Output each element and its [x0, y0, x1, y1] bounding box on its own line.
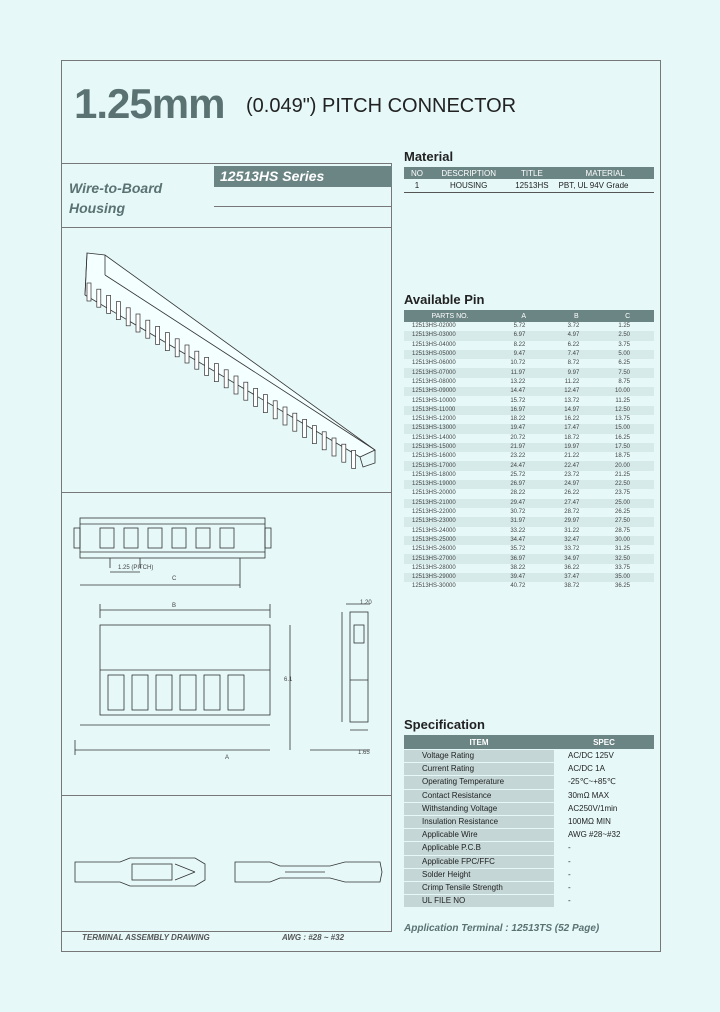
table-row — [404, 881, 654, 894]
spec-item: Applicable P.C.B — [404, 842, 554, 855]
cell: 36.25 — [614, 583, 630, 590]
table-row — [404, 536, 654, 545]
cell: 12513HS-20000 — [412, 490, 456, 497]
table-row — [404, 499, 654, 508]
cell: 38.22 — [510, 564, 526, 571]
cell: 37.47 — [551, 573, 601, 582]
table-row — [404, 776, 654, 789]
table-row — [404, 350, 654, 359]
cell: 31.97 — [496, 517, 551, 526]
cell: 25.72 — [510, 471, 526, 478]
page-subtitle: (0.049") PITCH CONNECTOR — [246, 95, 517, 117]
cell: 12513HS-30000 — [412, 583, 456, 590]
cell: 12513HS-03000 — [404, 331, 496, 340]
table-row — [404, 424, 654, 433]
table-row — [404, 802, 654, 815]
cell: HOUSING — [430, 179, 507, 193]
material-table — [404, 167, 654, 193]
pin-contact — [273, 401, 277, 419]
table-row — [404, 855, 654, 868]
cell: 28.75 — [614, 527, 630, 534]
cavity — [196, 528, 210, 548]
table-row — [404, 378, 654, 387]
cell: 3.72 — [567, 323, 580, 330]
col-header: PARTS NO. — [404, 310, 496, 322]
spec-item: Applicable Wire — [404, 829, 554, 842]
table-row — [404, 554, 654, 563]
cell: 23.22 — [510, 453, 526, 460]
pin-contact — [165, 333, 169, 351]
front-slot — [156, 675, 172, 710]
cell: 27.47 — [551, 499, 601, 508]
cell: 18.72 — [564, 434, 580, 441]
pin-contact — [303, 419, 307, 437]
category-line1: Wire-to-Board — [69, 180, 163, 196]
cell: 23.72 — [564, 471, 580, 478]
application-terminal: Application Terminal : 12513TS (52 Page) — [404, 923, 600, 934]
table-row — [404, 868, 654, 881]
spec-item: UL FILE NO — [404, 895, 554, 908]
table-row — [404, 434, 654, 443]
cell: 12513HS-16000 — [412, 453, 456, 460]
cell: 12513HS-07000 — [404, 368, 496, 377]
table-row — [404, 471, 654, 480]
col-header: SPEC — [554, 735, 654, 750]
available-pin-table — [404, 310, 654, 592]
cell: 12.50 — [601, 406, 654, 415]
cavity — [124, 528, 138, 548]
cell: 20.00 — [601, 461, 654, 470]
cell: 25.00 — [601, 499, 654, 508]
pin-contact — [195, 351, 199, 369]
spec-value: - — [568, 882, 571, 892]
pin-contact — [312, 426, 316, 444]
pin-contact — [156, 326, 160, 344]
table-row — [404, 331, 654, 340]
table-row — [404, 815, 654, 828]
spec-value: 30mΩ MAX — [568, 790, 610, 800]
cell: 36.97 — [496, 554, 551, 563]
spec-value: - — [568, 896, 571, 906]
spec-item: Crimp Tensile Strength — [404, 881, 554, 894]
spec-value: -25℃~+85℃ — [568, 777, 616, 787]
spec-item: Operating Temperature — [404, 776, 554, 789]
col-header: ITEM — [404, 735, 554, 750]
table-row — [404, 368, 654, 377]
cell: 21.22 — [564, 453, 580, 460]
available-pin-title: Available Pin — [404, 292, 485, 307]
col-header: C — [601, 310, 654, 322]
divider — [61, 492, 391, 493]
cavity — [172, 528, 186, 548]
cell: 9.47 — [496, 350, 551, 359]
spec-value: - — [568, 843, 571, 853]
cell: 12513HS-14000 — [412, 434, 456, 441]
table-row — [404, 359, 654, 368]
cell: 12513HS-25000 — [404, 536, 496, 545]
cell: 7.47 — [551, 350, 601, 359]
cell: 10.00 — [601, 387, 654, 396]
table-row — [404, 452, 654, 461]
col-header: DESCRIPTION — [430, 167, 507, 179]
cell: 12513HS-17000 — [404, 461, 496, 470]
spec-value: AC/DC 1A — [568, 764, 605, 774]
cell: 8.75 — [618, 378, 630, 385]
cell: 6.22 — [567, 341, 580, 348]
cell: 11.97 — [496, 368, 551, 377]
cell: 35.72 — [510, 546, 526, 553]
cell: 5.00 — [601, 350, 654, 359]
cell: 23.75 — [614, 490, 630, 497]
divider — [61, 227, 391, 228]
table-row — [404, 895, 654, 908]
specification-title: Specification — [404, 717, 485, 732]
pin-contact — [205, 357, 209, 375]
pin-contact — [293, 413, 297, 431]
table-row — [404, 763, 654, 776]
cavity — [220, 528, 234, 548]
pin-contact — [185, 345, 189, 363]
specification-table — [404, 735, 654, 908]
cell: 20.72 — [510, 434, 526, 441]
cell: 12513HS-15000 — [404, 443, 496, 452]
col-header: B — [551, 310, 601, 322]
cell: 12513HS-22000 — [412, 509, 456, 516]
col-header: MATERIAL — [557, 167, 654, 179]
cell: 33.22 — [510, 527, 526, 534]
cell: 8.72 — [567, 360, 580, 367]
spec-item: Solder Height — [404, 868, 554, 881]
col-header: TITLE — [507, 167, 556, 179]
pin-contact — [116, 302, 120, 320]
table-row — [404, 750, 654, 763]
pin-contact — [146, 320, 150, 338]
pin-contact — [107, 295, 111, 313]
cell: 1 — [404, 179, 430, 193]
col-header: A — [496, 310, 551, 322]
col-header: NO — [404, 167, 430, 179]
table-row — [404, 461, 654, 470]
cell: 7.50 — [601, 368, 654, 377]
pin-contact — [234, 376, 238, 394]
table-row — [404, 517, 654, 526]
table-row — [404, 582, 654, 591]
cell: 13.75 — [614, 416, 630, 423]
table-row — [404, 489, 654, 498]
pin-contact — [254, 388, 258, 406]
cell: 22.47 — [551, 461, 601, 470]
cell: 40.72 — [510, 583, 526, 590]
pin-contact — [352, 450, 356, 468]
pin-contact — [263, 395, 267, 413]
table-row — [404, 322, 654, 331]
cell: 39.47 — [496, 573, 551, 582]
table-row — [404, 179, 654, 193]
pin-contact — [283, 407, 287, 425]
dim-c-label: C — [172, 576, 177, 582]
cell: 16.97 — [496, 406, 551, 415]
cell: 4.97 — [551, 331, 601, 340]
spec-value: AWG #28~#32 — [568, 830, 621, 840]
spec-item: Current Rating — [404, 763, 554, 776]
front-slot — [132, 675, 148, 710]
pin-contact — [224, 370, 228, 388]
divider — [61, 931, 391, 932]
spec-value: AC250V/1min — [568, 803, 618, 813]
cell: 11.25 — [615, 397, 630, 404]
cell: 12513HS-28000 — [412, 564, 456, 571]
cell: 12.47 — [551, 387, 601, 396]
cell: 15.72 — [510, 397, 526, 404]
divider — [61, 795, 391, 796]
cell: 38.72 — [564, 583, 580, 590]
pin-contact — [87, 283, 91, 301]
cell: 12513HS-21000 — [404, 499, 496, 508]
cell: 28.72 — [564, 509, 580, 516]
dim-top-label: 1.20 — [360, 600, 372, 606]
cell: 17.50 — [601, 443, 654, 452]
cell: 12513HS-02000 — [412, 323, 456, 330]
pin-contact — [244, 382, 248, 400]
cell: 29.97 — [551, 517, 601, 526]
table-row — [404, 564, 654, 573]
cell: 12513HS-19000 — [404, 480, 496, 489]
cell: 31.22 — [564, 527, 580, 534]
dim-a-label: A — [225, 755, 230, 761]
cell: 21.97 — [496, 443, 551, 452]
cell: 12513HS-10000 — [412, 397, 456, 404]
table-row — [404, 480, 654, 489]
cell: 29.47 — [496, 499, 551, 508]
cell: 17.47 — [551, 424, 601, 433]
pin-contact — [136, 314, 140, 332]
cell: 19.47 — [496, 424, 551, 433]
front-slot — [180, 675, 196, 710]
cell: 11.22 — [564, 378, 580, 385]
cell: 13.72 — [564, 397, 580, 404]
divider — [391, 163, 392, 932]
cell: 28.22 — [510, 490, 526, 497]
material-title: Material — [404, 149, 454, 164]
cell: 12513HS-18000 — [412, 471, 456, 478]
table-row — [404, 545, 654, 554]
spec-item: Insulation Resistance — [404, 815, 554, 828]
cell: 10.72 — [510, 360, 526, 367]
cell: 12513HS-05000 — [404, 350, 496, 359]
cell: 3.75 — [618, 341, 630, 348]
cell: 33.72 — [564, 546, 580, 553]
spec-value: AC/DC 125V — [568, 751, 614, 761]
cell: 26.97 — [496, 480, 551, 489]
cell: 12513HS-12000 — [412, 416, 456, 423]
category-line2: Housing — [69, 200, 125, 216]
cell: 13.22 — [510, 378, 526, 385]
cell: 12513HS-24000 — [412, 527, 456, 534]
pin-contact — [175, 339, 179, 357]
cell: 32.47 — [551, 536, 601, 545]
cell: 21.25 — [614, 471, 630, 478]
cell: 18.75 — [614, 453, 630, 460]
front-slot — [228, 675, 244, 710]
dim-height-label: 6.1 — [284, 677, 293, 683]
table-row — [404, 829, 654, 842]
table-row — [404, 406, 654, 415]
pitch-dim-label: 1.25 (PITCH) — [118, 565, 154, 571]
cell: 5.72 — [513, 323, 526, 330]
table-row — [404, 789, 654, 802]
cell: 33.75 — [614, 564, 630, 571]
divider — [61, 163, 391, 164]
series-name: 12513HS Series — [214, 166, 392, 187]
spec-value: - — [568, 856, 571, 866]
cell: 12513HS-08000 — [412, 378, 456, 385]
pin-contact — [342, 444, 346, 462]
cell: 26.22 — [564, 490, 580, 497]
cell: 30.00 — [601, 536, 654, 545]
cell: 12513HS-29000 — [404, 573, 496, 582]
table-row — [404, 573, 654, 582]
cell: 32.50 — [601, 554, 654, 563]
dim-b-label: B — [172, 603, 177, 609]
pin-contact — [332, 438, 336, 456]
cell: 12513HS-13000 — [404, 424, 496, 433]
awg-caption: AWG : #28 ~ #32 — [282, 933, 345, 942]
cell: 24.97 — [551, 480, 601, 489]
cell: 12513HS-26000 — [412, 546, 456, 553]
cell: 9.97 — [551, 368, 601, 377]
table-row — [404, 508, 654, 517]
cell: 12513HS-06000 — [412, 360, 456, 367]
table-row — [404, 415, 654, 424]
table-row — [404, 341, 654, 350]
cell: 6.25 — [618, 360, 630, 367]
cell: 31.25 — [614, 546, 630, 553]
terminal-assembly-caption: TERMINAL ASSEMBLY DRAWING — [82, 933, 210, 942]
cavity — [148, 528, 162, 548]
table-row — [404, 387, 654, 396]
cell: 16.22 — [564, 416, 580, 423]
cell: 14.47 — [496, 387, 551, 396]
cell: 26.25 — [614, 509, 630, 516]
spec-item: Applicable FPC/FFC — [404, 855, 554, 868]
pin-contact — [97, 289, 101, 307]
spec-item: Voltage Rating — [404, 750, 554, 763]
table-row — [404, 842, 654, 855]
cell: 36.22 — [564, 564, 580, 571]
category-label — [69, 178, 162, 218]
spec-item: Withstanding Voltage — [404, 802, 554, 815]
front-slot — [204, 675, 220, 710]
connector-isometric-drawing — [75, 245, 385, 470]
cell: 6.97 — [496, 331, 551, 340]
pin-contact — [214, 364, 218, 382]
cell: 8.22 — [513, 341, 526, 348]
cell: 12513HS-09000 — [404, 387, 496, 396]
cell: 12513HS — [507, 179, 556, 193]
spec-value: 100MΩ MIN — [568, 817, 611, 827]
cell: PBT, UL 94V Grade — [557, 179, 654, 193]
pin-contact — [126, 308, 130, 326]
cell: 14.97 — [551, 406, 601, 415]
spec-item: Contact Resistance — [404, 789, 554, 802]
cell: 30.72 — [510, 509, 526, 516]
cell: 2.50 — [601, 331, 654, 340]
table-row — [404, 527, 654, 536]
pin-contact — [322, 432, 326, 450]
cell: 34.47 — [496, 536, 551, 545]
table-row — [404, 396, 654, 405]
cell: 12513HS-27000 — [404, 554, 496, 563]
cavity — [100, 528, 114, 548]
cell: 24.47 — [496, 461, 551, 470]
cell: 34.97 — [551, 554, 601, 563]
cell: 16.25 — [614, 434, 630, 441]
cell: 12513HS-04000 — [412, 341, 456, 348]
dim-bottom-label: 1.65 — [358, 750, 370, 756]
cell: 18.22 — [510, 416, 526, 423]
terminal-assembly-drawing — [70, 850, 390, 895]
cell: 27.50 — [601, 517, 654, 526]
cell: 12513HS-23000 — [404, 517, 496, 526]
cell: 22.50 — [601, 480, 654, 489]
spec-value: - — [568, 869, 571, 879]
cell: 35.00 — [601, 573, 654, 582]
cell: 12513HS-11000 — [404, 406, 496, 415]
page-title: 1.25mm — [74, 80, 225, 127]
cell: 15.00 — [601, 424, 654, 433]
connector-front-view-drawing — [70, 600, 400, 770]
table-row — [404, 443, 654, 452]
cell: 19.97 — [551, 443, 601, 452]
divider — [214, 206, 392, 207]
cell: 1.25 — [618, 323, 630, 330]
front-slot — [108, 675, 124, 710]
